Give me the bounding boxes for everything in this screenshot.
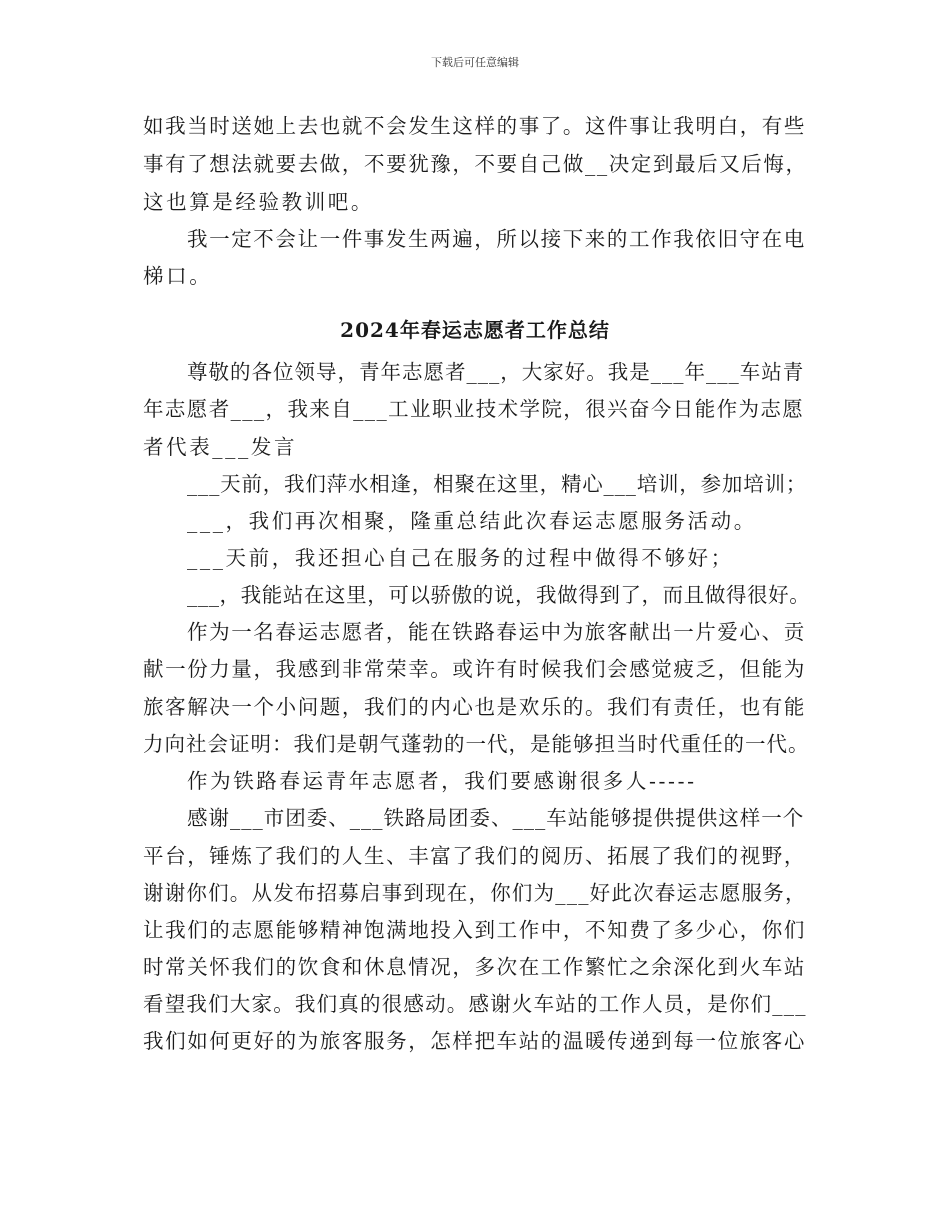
paragraph-line: 献一份力量，我感到非常荣幸。或许有时候我们会感觉疲乏，但能为 [143, 657, 806, 681]
paragraph-line: ___，我能站在这里，可以骄傲的说，我做得到了，而且做得很好。 [187, 583, 811, 607]
paragraph-line: 我一定不会让一件事发生两遍，所以接下来的工作我依旧守在电 [187, 227, 806, 251]
paragraph-line: 者代表___发言 [143, 435, 298, 459]
paragraph-line: 谢谢你们。从发布招募启事到现在，你们为___好此次春运志愿服务， [143, 881, 807, 905]
paragraph-line: 尊敬的各位领导，青年志愿者___，大家好。我是___年___车站青 [187, 360, 805, 384]
paragraph-line: 看望我们大家。我们真的很感动。感谢火车站的工作人员，是你们___ [143, 992, 807, 1016]
paragraph-line: 让我们的志愿能够精神饱满地投入到工作中，不知费了多少心，你们 [143, 918, 806, 942]
paragraph-line: ___天前，我还担心自己在服务的过程中做得不够好； [187, 546, 734, 570]
paragraph-line: 时常关怀我们的饮食和休息情况，多次在工作繁忙之余深化到火车站 [143, 955, 806, 979]
paragraph-line: 力向社会证明：我们是朝气蓬勃的一代，是能够担当时代重任的一代。 [143, 732, 810, 756]
paragraph-line: ___，我们再次相聚，隆重总结此次春运志愿服务活动。 [187, 509, 757, 533]
paragraph-line: ___天前，我们萍水相逢，相聚在这里，精心___培训，参加培训； [187, 472, 808, 496]
paragraph-line: 事有了想法就要去做，不要犹豫，不要自己做__决定到最后又后悔， [143, 152, 808, 176]
paragraph-line: 作为铁路春运青年志愿者，我们要感谢很多人----- [187, 769, 697, 793]
paragraph-line: 作为一名春运志愿者，能在铁路春运中为旅客献出一片爱心、贡 [187, 620, 806, 644]
paragraph-line: 年志愿者___，我来自___工业职业技术学院，很兴奋今日能作为志愿 [143, 397, 805, 421]
paragraph-line: 我们如何更好的为旅客服务，怎样把车站的温暖传递到每一位旅客心 [143, 1029, 806, 1053]
paragraph-line: 平台，锤炼了我们的人生、丰富了我们的阅历、拓展了我们的视野， [143, 844, 806, 868]
paragraph-line: 如我当时送她上去也就不会发生这样的事了。这件事让我明白，有些 [143, 114, 806, 138]
page-header: 下载后可任意编辑 [431, 56, 519, 69]
paragraph-line: 梯口。 [143, 264, 213, 288]
section-title: 2024年春运志愿者工作总结 [340, 318, 610, 342]
paragraph-line: 感谢___市团委、___铁路局团委、___车站能够提供提供这样一个 [187, 806, 805, 830]
paragraph-line: 旅客解决一个小问题，我们的内心也是欢乐的。我们有责任，也有能 [143, 695, 806, 719]
paragraph-line: 这也算是经验教训吧。 [143, 190, 374, 214]
